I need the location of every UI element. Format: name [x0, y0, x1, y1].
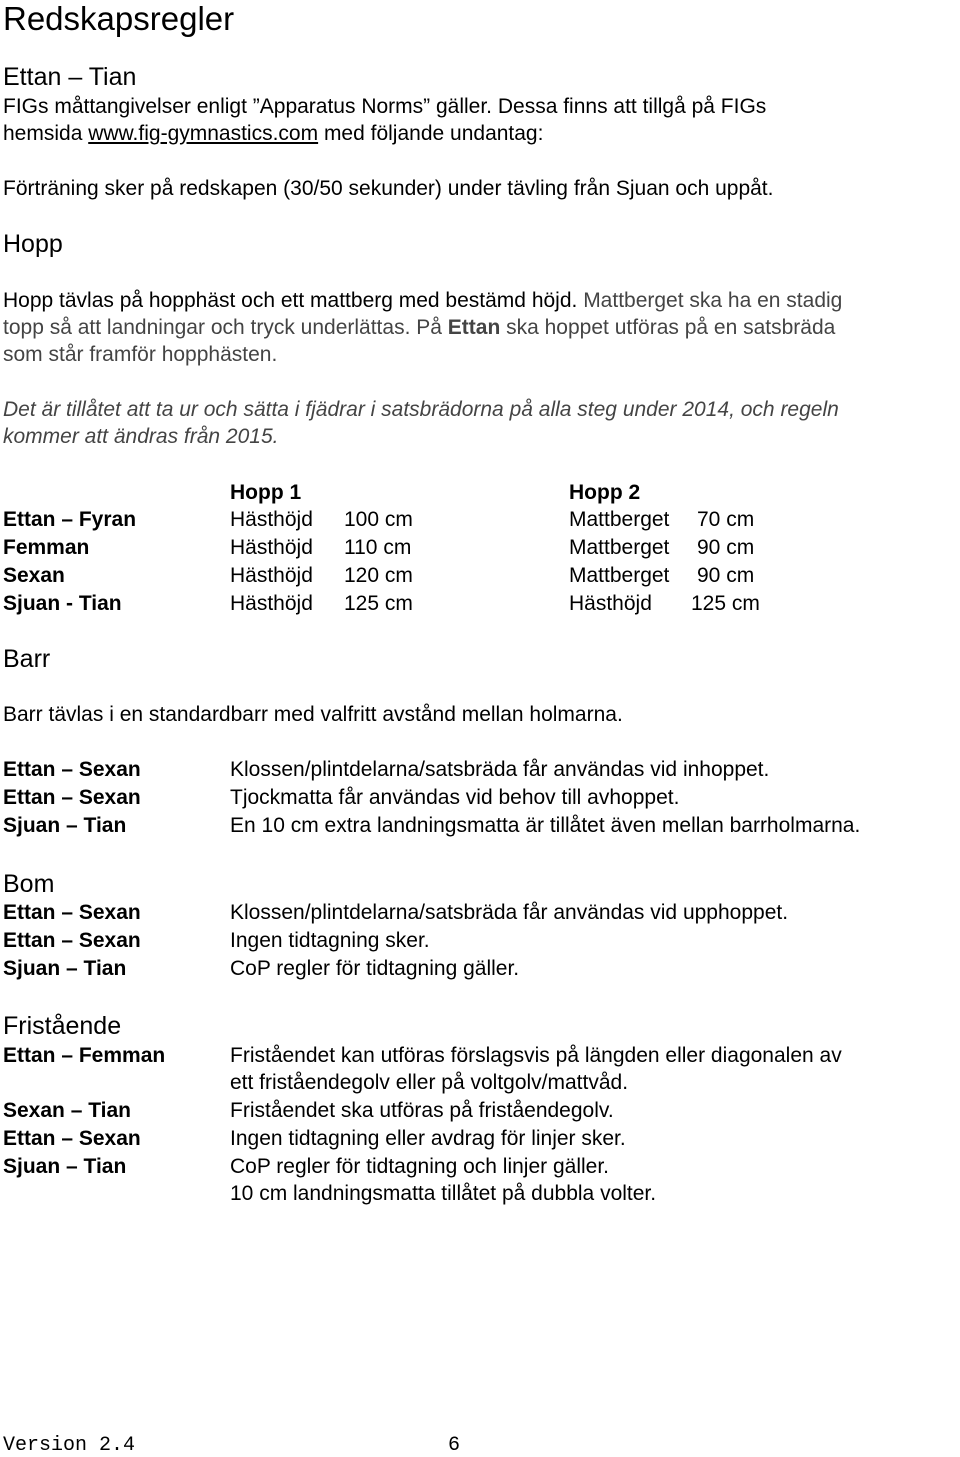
footer-page-number: 6 [448, 1434, 461, 1457]
fristaende-row-rule: ett friståendegolv eller på voltgolv/mattvåd. [230, 1071, 629, 1094]
barr-row-level: Ettan – Sexan [3, 758, 141, 781]
hopp-row-level: Sjuan - Tian [3, 592, 122, 615]
fristaende-row-rule: CoP regler för tidtagning och linjer gäller. [230, 1155, 609, 1178]
bom-row-rule: CoP regler för tidtagning gäller. [230, 957, 520, 980]
section-heading-hopp: Hopp [3, 230, 63, 258]
bom-row-level: Ettan – Sexan [3, 929, 141, 952]
intro-line-3: Förträning sker på redskapen (30/50 sekunder) under tävling från Sjuan och uppåt. [3, 177, 774, 200]
hopp-row-h1-label: Hästhöjd [230, 536, 313, 559]
hopp-p1-l2b-post: ska hoppet utföras på en satsbräda [500, 316, 836, 339]
fig-link[interactable]: www.fig-gymnastics.com [88, 122, 319, 145]
fristaende-row-level: Sjuan – Tian [3, 1155, 127, 1178]
barr-row-level: Sjuan – Tian [3, 814, 127, 837]
bom-row-rule: Ingen tidtagning sker. [230, 929, 430, 952]
hopp-row-h2-val: 90 cm [697, 536, 755, 559]
intro-line-2-pre: hemsida [3, 122, 89, 145]
hopp-row-h1-val: 100 cm [344, 508, 413, 531]
hopp-row-h2-label: Mattberget [569, 564, 670, 587]
page-title: Redskapsregler [3, 0, 235, 37]
bom-row-level: Sjuan – Tian [3, 957, 127, 980]
hopp-row-h1-val: 125 cm [344, 592, 413, 615]
hopp-row-h2-label: Mattberget [569, 508, 670, 531]
hopp-row-h1-val: 120 cm [344, 564, 413, 587]
hopp-p1-l1a: Hopp tävlas på hopphäst och ett mattberg med bestämd höjd. [3, 289, 584, 312]
barr-row-level: Ettan – Sexan [3, 786, 141, 809]
intro-line-1: FIGs måttangivelser enligt ”Apparatus Norms” gäller. Dessa finns att tillgå på FIGs [3, 95, 767, 118]
section-heading-barr: Barr [3, 645, 51, 673]
fristaende-row-rule: Friståendet ska utföras på friståendegolv. [230, 1099, 614, 1122]
section-heading-fristaende: Fristående [3, 1012, 122, 1040]
hopp-p1-l2: topp så att landningar och tryck underlättas. [3, 316, 417, 339]
hopp-table-col2-header: Hopp 2 [569, 481, 641, 504]
barr-intro: Barr tävlas i en standardbarr med valfritt avstånd mellan holmarna. [3, 703, 623, 726]
section-heading-ettan-tian: Ettan – Tian [3, 63, 137, 91]
hopp-row-h2-val: 125 cm [691, 592, 760, 615]
hopp-row-h1-label: Hästhöjd [230, 592, 313, 615]
hopp-row-h2-val: 70 cm [697, 508, 755, 531]
hopp-row-level: Sexan [3, 564, 65, 587]
hopp-row-level: Femman [3, 536, 90, 559]
hopp-p1-l2b-pre: På [416, 316, 448, 339]
hopp-para-1-line-1 [3, 289, 842, 313]
hopp-para-1-line-3: som står framför hopphästen. [3, 343, 278, 366]
bom-row-rule: Klossen/plintdelarna/satsbräda får användas vid upphoppet. [230, 901, 789, 924]
hopp-para-1-line-2 [3, 316, 835, 340]
intro-line-2-post: med följande undantag: [318, 122, 544, 145]
intro-line-2 [3, 122, 543, 146]
hopp-row-level: Ettan – Fyran [3, 508, 137, 531]
hopp-table-col1-header: Hopp 1 [230, 481, 302, 504]
footer-version: Version 2.4 [3, 1434, 136, 1457]
fristaende-row-level: Sexan – Tian [3, 1099, 132, 1122]
barr-row-rule: Tjockmatta får användas vid behov till avhoppet. [230, 786, 680, 809]
fristaende-row-rule: Friståendet kan utföras förslagsvis på längden eller diagonalen av [230, 1044, 842, 1067]
hopp-row-h2-label: Mattberget [569, 536, 670, 559]
fristaende-row-level: Ettan – Femman [3, 1044, 166, 1067]
fristaende-row-level: Ettan – Sexan [3, 1127, 141, 1150]
barr-row-rule: Klossen/plintdelarna/satsbräda får användas vid inhoppet. [230, 758, 770, 781]
hopp-row-h1-label: Hästhöjd [230, 508, 313, 531]
hopp-p1-l1b: Mattberget ska ha en stadig [583, 289, 843, 312]
hopp-row-h2-label: Hästhöjd [569, 592, 652, 615]
hopp-para-2-line-1: Det är tillåtet att ta ur och sätta i fjädrar i satsbrädorna på alla steg under 2014, och regeln [3, 398, 839, 421]
fristaende-row-rule: 10 cm landningsmatta tillåtet på dubbla volter. [230, 1182, 657, 1205]
fristaende-row-rule: Ingen tidtagning eller avdrag för linjer sker. [230, 1127, 626, 1150]
bom-row-level: Ettan – Sexan [3, 901, 141, 924]
section-heading-bom: Bom [3, 870, 55, 898]
barr-row-rule: En 10 cm extra landningsmatta är tillåtet även mellan barrholmarna. [230, 814, 861, 837]
hopp-p1-l2b-bold: Ettan [447, 316, 501, 339]
hopp-row-h1-val: 110 cm [344, 536, 412, 559]
hopp-row-h1-label: Hästhöjd [230, 564, 313, 587]
hopp-row-h2-val: 90 cm [697, 564, 755, 587]
hopp-para-2-line-2: kommer att ändras från 2015. [3, 425, 279, 448]
